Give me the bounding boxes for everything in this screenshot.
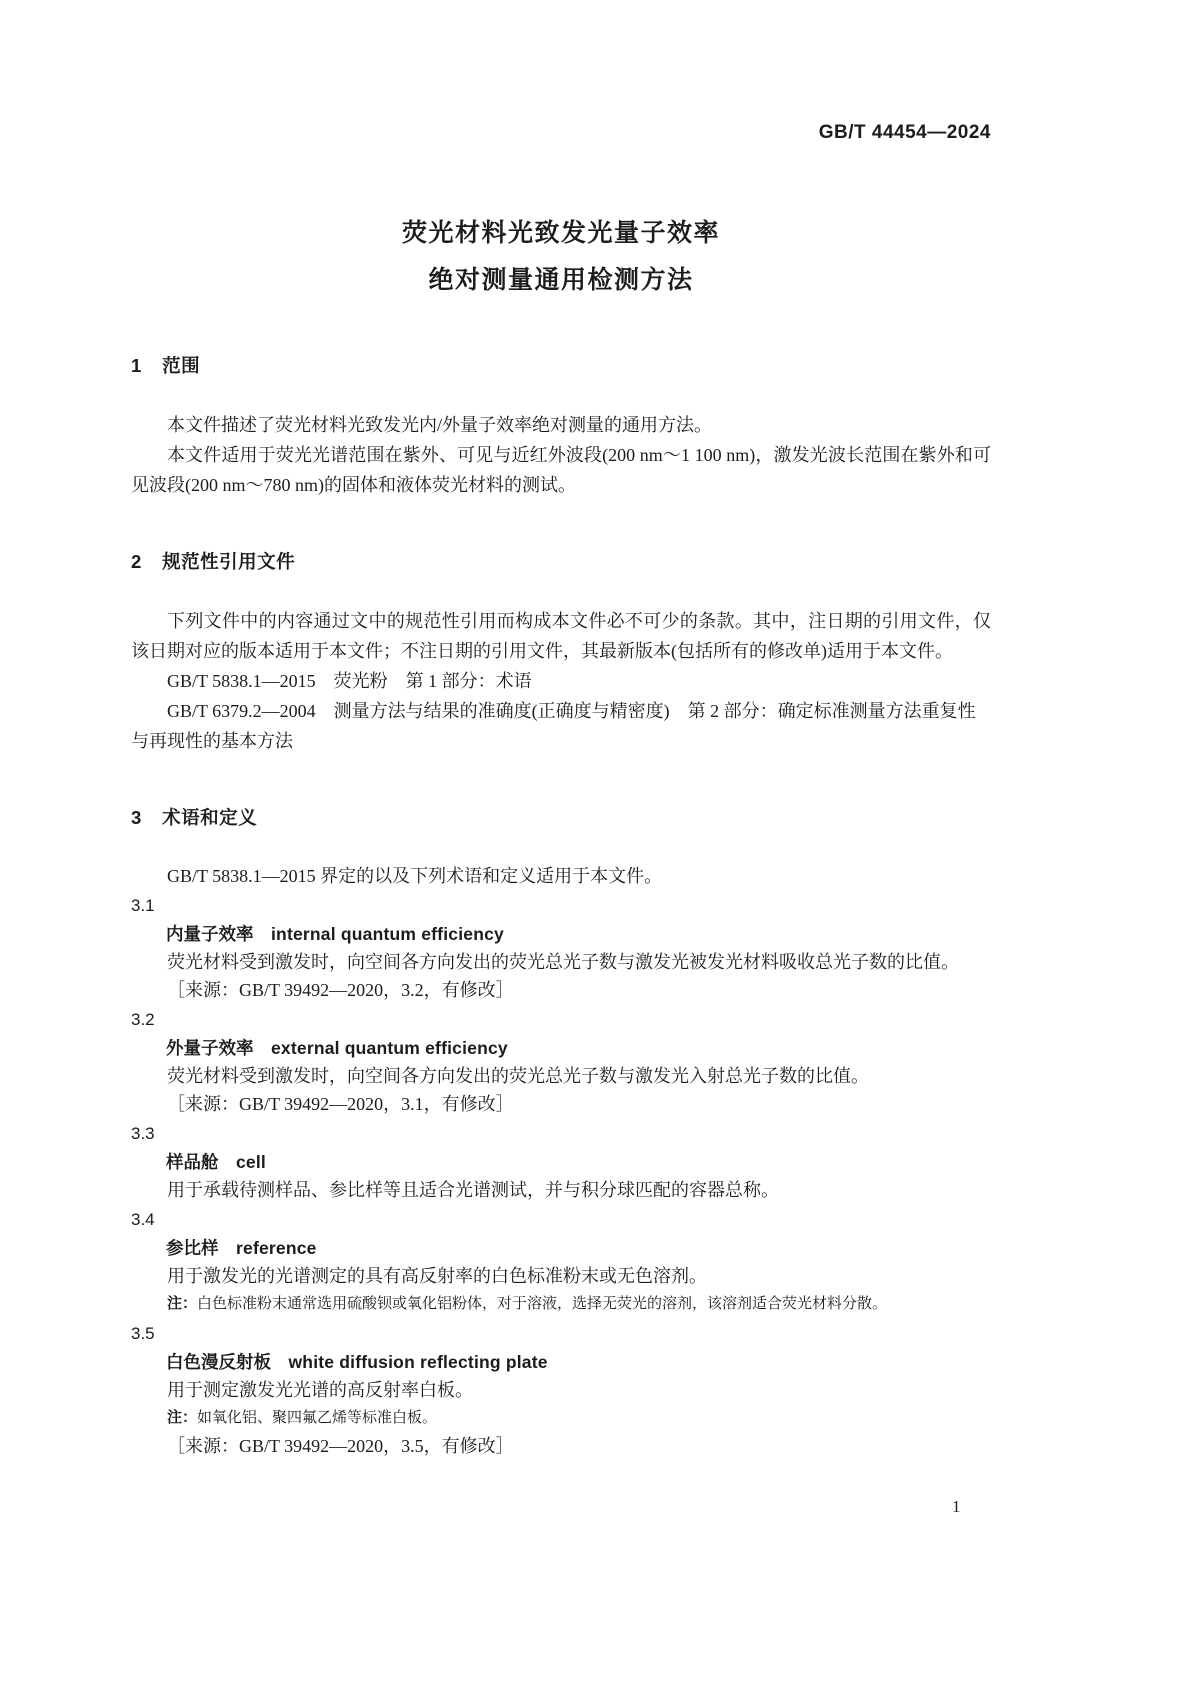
term-name-en: external quantum efficiency xyxy=(271,1038,508,1058)
term-definition: 荧光材料受到激发时，向空间各方向发出的荧光总光子数与激发光被发光材料吸收总光子数的比值。 xyxy=(167,952,959,972)
reference-list xyxy=(131,666,991,756)
term-definition: 用于承载待测样品、参比样等且适合光谱测试，并与积分球匹配的容器总称。 xyxy=(167,1180,779,1200)
term-number: 3.2 xyxy=(131,1010,155,1029)
section-2-heading xyxy=(131,548,991,574)
note-text: 如氧化铝、聚四氟乙烯等标准白板。 xyxy=(197,1410,438,1426)
term-name-en: white diffusion reflecting plate xyxy=(288,1352,548,1372)
standard-number: GB/T 44454—2024 xyxy=(818,122,991,143)
section-2-number: 2 xyxy=(131,551,142,572)
term-3-3 xyxy=(131,1120,991,1204)
note-label: 注： xyxy=(167,1295,198,1312)
term-title xyxy=(131,1148,991,1176)
term-title xyxy=(131,1034,991,1062)
section-1-number: 1 xyxy=(131,355,142,376)
term-note xyxy=(131,1290,991,1318)
term-source: ［来源：GB/T 39492—2020，3.1，有修改］ xyxy=(167,1094,514,1114)
term-title xyxy=(131,920,991,948)
term-source: ［来源：GB/T 39492—2020，3.2，有修改］ xyxy=(167,980,514,1000)
normative-refs-intro: 下列文件中的内容通过文中的规范性引用而构成本文件必不可少的条款。其中，注日期的引用文件，仅该日期对应的版本适用于本文件；不注日期的引用文件，其最新版本(包括所有的修改单)适用于本文件。 xyxy=(131,611,991,661)
term-3-4 xyxy=(131,1206,991,1318)
page-content xyxy=(131,0,991,1460)
term-name-en: internal quantum efficiency xyxy=(271,924,504,944)
term-definition: 荧光材料受到激发时，向空间各方向发出的荧光总光子数与激发光入射总光子数的比值。 xyxy=(167,1066,869,1086)
term-title xyxy=(131,1234,991,1262)
term-name-zh: 外量子效率 xyxy=(166,1038,254,1058)
term-name-en: reference xyxy=(236,1238,317,1258)
section-1-title: 范围 xyxy=(162,355,201,376)
terms-intro: GB/T 5838.1—2015 界定的以及下列术语和定义适用于本文件。 xyxy=(167,866,663,886)
term-3-2 xyxy=(131,1006,991,1118)
terms-block xyxy=(131,862,991,1460)
document-title xyxy=(131,210,991,304)
reference-item: GB/T 5838.1—2015 荧光粉 第 1 部分：术语 xyxy=(167,671,532,691)
term-name-en: cell xyxy=(236,1152,266,1172)
section-3-title: 术语和定义 xyxy=(162,807,258,828)
term-name-zh: 内量子效率 xyxy=(166,924,254,944)
document-title-line1: 荧光材料光致发光量子效率 xyxy=(401,219,720,247)
term-name-zh: 参比样 xyxy=(166,1238,219,1258)
term-number: 3.3 xyxy=(131,1124,155,1143)
section-3-number: 3 xyxy=(131,807,142,828)
term-definition: 用于测定激发光光谱的高反射率白板。 xyxy=(167,1380,473,1400)
reference-item: GB/T 6379.2—2004 测量方法与结果的准确度(正确度与精密度) 第 2 部分：确定标准测量方法重复性与再现性的基本方法 xyxy=(131,701,976,751)
scope-paragraph-2: 本文件适用于荧光光谱范围在紫外、可见与近红外波段(200 nm～1 100 nm)，激发光波长范围在紫外和可见波段(200 nm～780 nm)的固体和液体荧光材料的测试。 xyxy=(131,445,991,495)
page-number: 1 xyxy=(952,1497,961,1516)
term-definition: 用于激发光的光谱测定的具有高反射率的白色标准粉末或无色溶剂。 xyxy=(167,1266,707,1286)
note-text: 白色标准粉末通常选用硫酸钡或氧化铝粉体，对于溶液，选择无荧光的溶剂，该溶剂适合荧光材料分散。 xyxy=(197,1296,888,1312)
section-2-title: 规范性引用文件 xyxy=(162,551,296,572)
section-3-heading xyxy=(131,804,991,830)
term-name-zh: 白色漫反射板 xyxy=(166,1352,271,1372)
term-note xyxy=(131,1404,991,1432)
document-title-line2: 绝对测量通用检测方法 xyxy=(428,266,694,294)
note-label: 注： xyxy=(167,1409,198,1426)
section-1-heading xyxy=(131,352,991,378)
term-3-1 xyxy=(131,892,991,1004)
term-number: 3.1 xyxy=(131,896,155,915)
scope-paragraph-1: 本文件描述了荧光材料光致发光内/外量子效率绝对测量的通用方法。 xyxy=(167,415,712,435)
term-3-5 xyxy=(131,1320,991,1460)
term-number: 3.5 xyxy=(131,1324,155,1343)
term-source: ［来源：GB/T 39492—2020，3.5，有修改］ xyxy=(167,1436,514,1456)
term-title xyxy=(131,1348,991,1376)
term-name-zh: 样品舱 xyxy=(166,1152,219,1172)
term-number: 3.4 xyxy=(131,1210,155,1229)
